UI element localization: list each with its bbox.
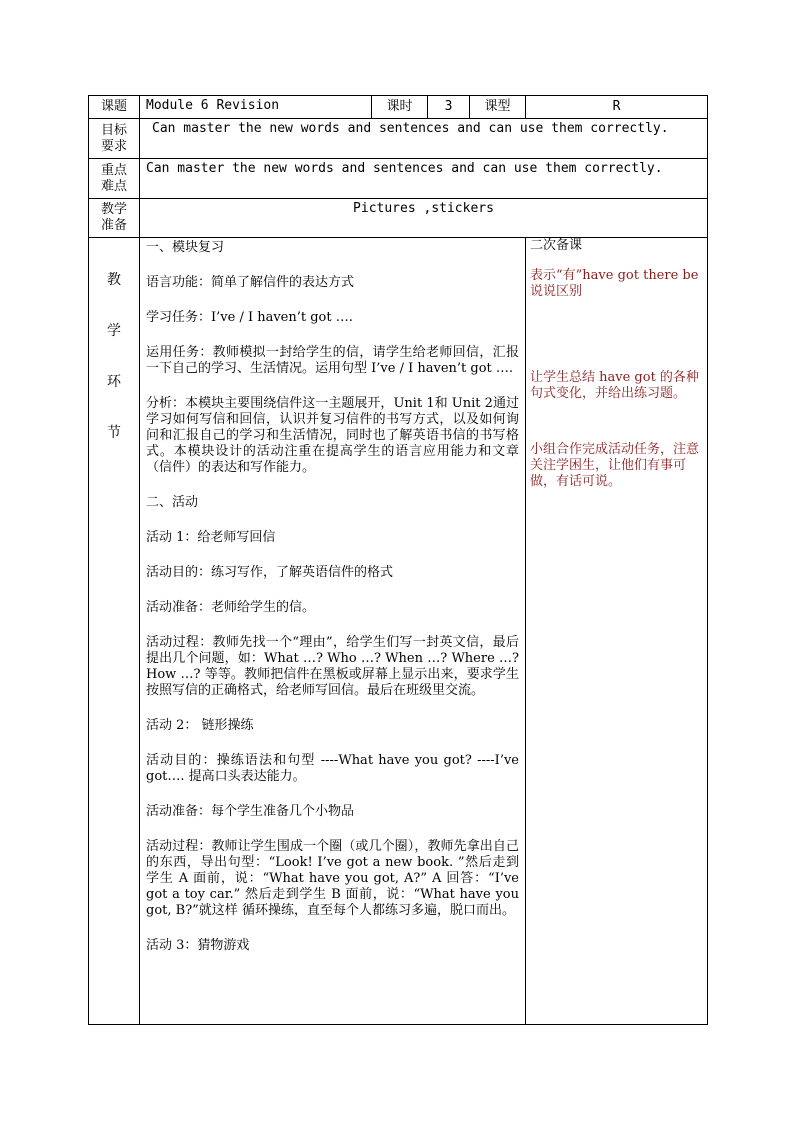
- phase-char-3: 环: [107, 374, 121, 390]
- focus-value: Can master the new words and sentences and can use them correctly.: [140, 159, 708, 199]
- analysis-paragraph: 分析：本模块主要围绕信件这一主题展开，Unit 1和 Unit 2通过学习如何写信和回信，认识并复习信件的书写方式，以及如何询问和汇报自己的学习和生活情况，同时也了解英语书信的书写格式。本模块设计的活动注重在提高学生的语言应用能力和文章（信件）的表达和写作能力。: [146, 396, 519, 475]
- type-label: 课型: [470, 96, 526, 119]
- phase-char-2: 学: [107, 323, 121, 339]
- teaching-content: [140, 238, 526, 1025]
- phase-char-4: 节: [107, 425, 121, 441]
- prep-label-line1: 教学: [100, 202, 127, 217]
- prep-label-line2: 准备: [100, 218, 127, 233]
- topic-value: Module 6 Revision: [140, 96, 372, 119]
- note-group-cooperation: 小组合作完成活动任务，注意关注学困生，让他们有事可做，有话可说。: [530, 442, 700, 489]
- learning-task: 学习任务：I’ve / I haven’t got ….: [146, 310, 353, 325]
- focus-label: [89, 159, 140, 199]
- focus-label-line2: 难点: [100, 178, 127, 194]
- prep-value: Pictures ,stickers: [140, 199, 708, 238]
- period-label: 课时: [372, 96, 428, 119]
- type-value: R: [526, 96, 708, 119]
- phase-char-1: 教: [107, 272, 121, 288]
- prep-row: [89, 199, 708, 238]
- activity-1-title: 活动 1：给老师写回信: [146, 530, 276, 545]
- activity-2-title: 活动 2： 链形操练: [146, 718, 254, 733]
- goals-label-line1: 目标: [100, 122, 127, 138]
- activity-1-process: 活动过程：教师先找一个“理由”，给学生们写一封英文信，最后提出几个问题，如：What …? Who …? When …? Where …? How …? 等等。教师把信件在黑板或屏幕上显示出来，要求学生按照写信的正确格式，给老师写回信。最后在班级里交流。: [146, 635, 519, 698]
- prep-label: [89, 199, 140, 238]
- section-heading-activities: 二、活动: [146, 495, 199, 510]
- activity-2-purpose: 活动目的：操练语法和句型 ----What have you got? ----I’ve got…. 提高口头表达能力。: [146, 753, 519, 784]
- goals-value: Can master the new words and sentences and can use them correctly.: [140, 119, 708, 159]
- topic-label: 课题: [89, 96, 140, 119]
- note-have-got-vs-there-be: 表示“有”have got there be 说说区别: [530, 268, 699, 299]
- period-value: 3: [428, 96, 470, 119]
- header-row: [89, 96, 708, 119]
- lesson-plan-table: [88, 95, 708, 1025]
- goals-label: [89, 119, 140, 159]
- note-summarize-structures: 让学生总结 have got 的各种句式变化，并给出练习题。: [530, 370, 699, 401]
- goals-label-line2: 要求: [100, 138, 127, 154]
- activity-1-purpose: 活动目的：练习写作，了解英语信件的格式: [146, 565, 394, 580]
- activity-1-preparation: 活动准备：老师给学生的信。: [146, 600, 316, 615]
- focus-label-line1: 重点: [100, 162, 127, 178]
- phase-label: [89, 238, 140, 1025]
- second-prep-notes: [526, 238, 708, 1025]
- activity-2-process: 活动过程：教师让学生围成一个圈（或几个圈），教师先拿出自己的东西，导出句型：“Look! I’ve got a new book. ”然后走到学生 A 面前，说：“What have you got, A?” A 回答：“I’ve got a toy car.” 然后走到学生 B 面前，说：“What have you got, B?”就这样 循环操练，直至每个人都练习多遍，脱口而出。: [146, 839, 519, 918]
- focus-row: [89, 159, 708, 199]
- goals-row: [89, 119, 708, 159]
- section-heading-review: 一、模块复习: [146, 240, 225, 255]
- activity-2-preparation: 活动准备：每个学生准备几个小物品: [146, 804, 355, 819]
- activity-3-title: 活动 3：猜物游戏: [146, 938, 250, 953]
- application-task: 运用任务：教师模拟一封给学生的信，请学生给老师回信，汇报一下自己的学习、生活情况。运用句型 I’ve / I haven’t got ….: [146, 345, 519, 376]
- language-function: 语言功能：简单了解信件的表达方式: [146, 275, 355, 290]
- notes-title: 二次备课: [530, 238, 583, 253]
- teaching-steps-row: [89, 238, 708, 1025]
